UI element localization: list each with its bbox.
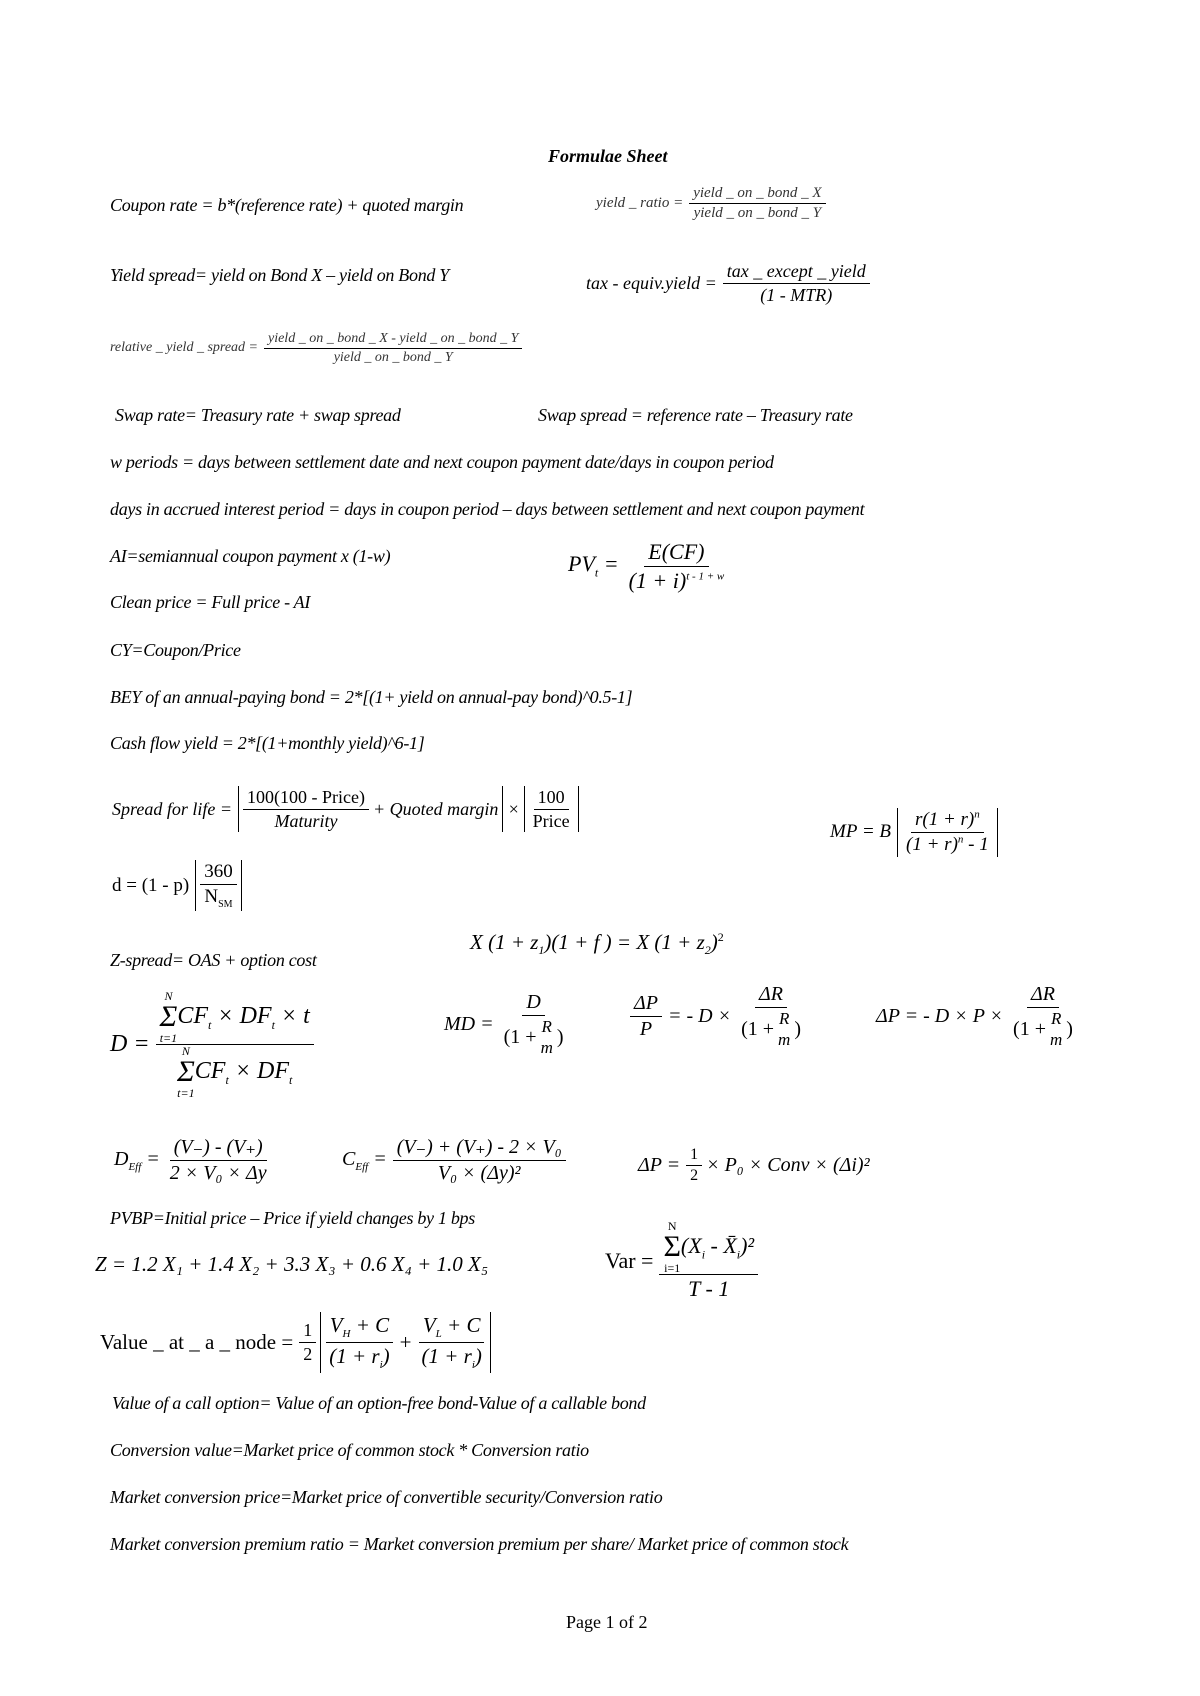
bey-line: BEY of an annual-paying bond = 2*[(1+ yield on annual-pay bond)^0.5-1]: [110, 687, 633, 707]
duration-formula: D = N Σ t=1 $CF_t \times DF_t \times t$ N Σ t=1 $CF_t \times DF_t$: [110, 990, 314, 1099]
modified-duration-formula: MD = D (1 + R m ): [444, 991, 564, 1058]
relative-yield-spread-formula: relative _ yield _ spread = $\frac{\text{yield \_ on \_ bond \_ X - yield \_ on \_ bond \_ Y}}{\text{yield \_ on \_ bond \_ Y}}$: [110, 330, 522, 366]
forward-rate-formula: X $(1 + z_1)(1 + f$ ) = X $(1 + z_2)^2$: [470, 930, 724, 958]
yield-spread-line: Yield spread= yield on Bond X – yield on Bond Y: [110, 265, 450, 285]
tax-equiv-yield-formula: tax - equiv.yield = $\frac{\text{tax \_ except \_ yield}}{\text{(1 - MTR)}}$: [586, 260, 870, 306]
w-periods-line: w periods = days between settlement date and next coupon payment date/days in coupon period: [110, 452, 774, 472]
call-option-line: Value of a call option= Value of an option-free bond-Value of a callable bond: [112, 1393, 646, 1413]
page-number: Page 1 of 2: [566, 1612, 648, 1632]
days-accrued-line: days in accrued interest period = days in coupon period – days between settlement and next coupon payment: [110, 499, 865, 519]
yield-ratio-formula: yield _ ratio = $\frac{\text{yield \_ on \_ bond \_ X}}{\text{yield \_ on \_ bond \_ Y}}$: [596, 184, 826, 223]
conversion-premium-ratio-line: Market conversion premium ratio = Market conversion premium per share/ Market price of common stock: [110, 1534, 849, 1554]
z-score-formula: Z = 1.2 X₁ + 1.4 X₂ + 3.3 X₃ + 0.6 X₄ + 1.0 X₅: [95, 1252, 489, 1276]
present-value-formula: $PV_t$ = $\frac{E(CF)}{(1 + i)^{t - 1 + w}}$: [568, 539, 725, 593]
accrued-interest-line: AI=semiannual coupon payment x (1-w): [110, 546, 391, 566]
swap-rate-line: Swap rate= Treasury rate + swap spread: [115, 405, 401, 425]
pvbp-line: PVBP=Initial price – Price if yield changes by 1 bps: [110, 1208, 475, 1228]
current-yield-line: CY=Coupon/Price: [110, 640, 241, 660]
z-spread-line: Z-spread= OAS + option cost: [110, 950, 317, 970]
effective-convexity-formula: $C_{Eff}$ = $\frac{\text{(V₋) + (V₊) - 2 × V₀}}{\text{V₀ × (Δy)²}}$: [342, 1135, 566, 1186]
swap-spread-line: Swap spread = reference rate – Treasury rate: [538, 405, 853, 425]
cash-flow-yield-line: Cash flow yield = 2*[(1+monthly yield)^6-1]: [110, 733, 425, 753]
discount-formula: d = (1 - p) $\frac{360}{N_{SM}}$: [112, 860, 242, 911]
value-at-node-formula: Value _ at _ a _ node = $\frac{1}{2}$ $\frac{V_H + C}{(1 + r_i)}$ + $\frac{V_L + C}{(1 + r_i)}$: [100, 1312, 491, 1373]
effective-duration-formula: $D_{Eff}$ = $\frac{(V_-) - (V_+)}{\text{2 × V₀ × Δy}}$: [114, 1136, 267, 1184]
mortgage-payment-formula: MP = B $\frac{r(1 + r)^n}{(1 + r)^n - 1}$: [830, 808, 998, 857]
convexity-adjustment-formula: ΔP = $\frac{1}{2}$ × P₀ × Conv × (Δi)²: [638, 1146, 870, 1184]
price-change-formula: ΔP = - D × P × ΔR (1 + R m ): [876, 983, 1073, 1050]
market-conversion-price-line: Market conversion price=Market price of convertible security/Conversion ratio: [110, 1487, 663, 1507]
percent-price-change-formula: $\frac{\Delta P}{P}$ = - D × ΔR (1 + R m ): [630, 982, 805, 1051]
variance-formula: Var = N Σ i=1 ($X_i$ - $X̄_i)^2$ T - 1: [605, 1220, 758, 1303]
spread-for-life-formula: Spread for life = $\frac{\text{100(100 - Price)}}{\text{Maturity}}$ + Quoted margin × $\frac{100}{\text{Price}}$: [112, 786, 579, 832]
clean-price-line: Clean price = Full price - AI: [110, 592, 311, 612]
coupon-rate-line: Coupon rate = b*(reference rate) + quoted margin: [110, 195, 464, 215]
page-title: Formulae Sheet: [548, 146, 668, 166]
conversion-value-line: Conversion value=Market price of common stock * Conversion ratio: [110, 1440, 589, 1460]
